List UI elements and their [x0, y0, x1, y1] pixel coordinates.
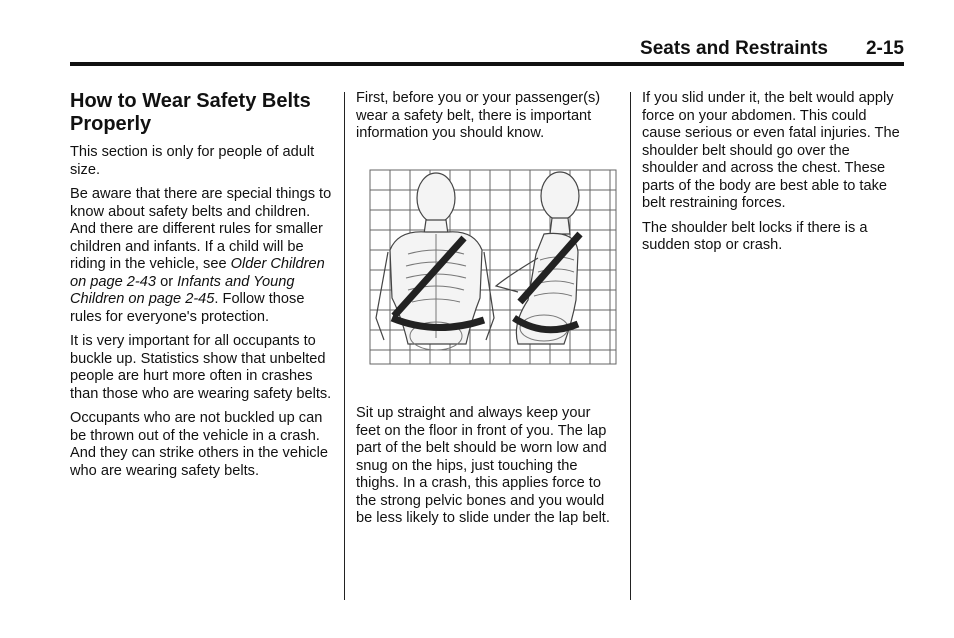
header-rule [70, 62, 904, 66]
section-heading: How to Wear Safety Belts Properly [70, 90, 311, 135]
column-right [642, 90, 904, 262]
column-divider [344, 92, 345, 600]
paragraph: It is very important for all occupants to buckle up. Statistics show that unbelted people are hurt more often in crashes than those who are wearing safety belts. [70, 333, 332, 402]
page-header [70, 36, 904, 62]
column-left [70, 90, 332, 487]
side-view-figure [496, 172, 580, 344]
paragraph: This section is only for people of adult size. [70, 144, 315, 178]
paragraph: If you slid under it, the belt would apply force on your abdomen. This could cause serious or even fatal injuries. The shoulder belt should go over the shoulder and across the chest. These parts of the body are best able to take belt restraining forces. [642, 90, 900, 211]
front-view-figure [376, 173, 494, 350]
paragraph-text: or [156, 273, 178, 290]
column-divider [630, 92, 631, 600]
paragraph: The shoulder belt locks if there is a sudden stop or crash. [642, 219, 868, 253]
paragraph: Sit up straight and always keep your feet on the floor in front of you. The lap part of the belt should be worn low and snug on the hips, just touching the thighs. In a crash, this applies force to the strong pelvic bones and you would be less likely to slide under the lap belt. [356, 405, 610, 526]
section-title: Seats and Restraints [640, 38, 828, 59]
paragraph: First, before you or your passenger(s) wear a safety belt, there is important information you should know. [356, 90, 601, 141]
paragraph-text: . Follow those rules for everyone's protection. [70, 291, 305, 325]
page-number: 2-15 [865, 38, 904, 59]
paragraph: Occupants who are not buckled up can be thrown out of the vehicle in a crash. And they can strike others in the vehicle who are wearing safety belts. [70, 410, 328, 479]
paragraph-text: Be aware that there are special things to know about safety belts and children. And there are different rules for smaller children and infants. If a child will be riding in the vehicle, see [70, 186, 332, 272]
paragraph [70, 186, 332, 326]
cross-reference-link[interactable]: Older Children on page 2-43 [70, 256, 325, 290]
safety-belt-illustration [368, 168, 618, 386]
cross-reference-link[interactable]: Infants and Young Children on page 2-45 [70, 273, 295, 307]
column-middle [356, 90, 618, 535]
